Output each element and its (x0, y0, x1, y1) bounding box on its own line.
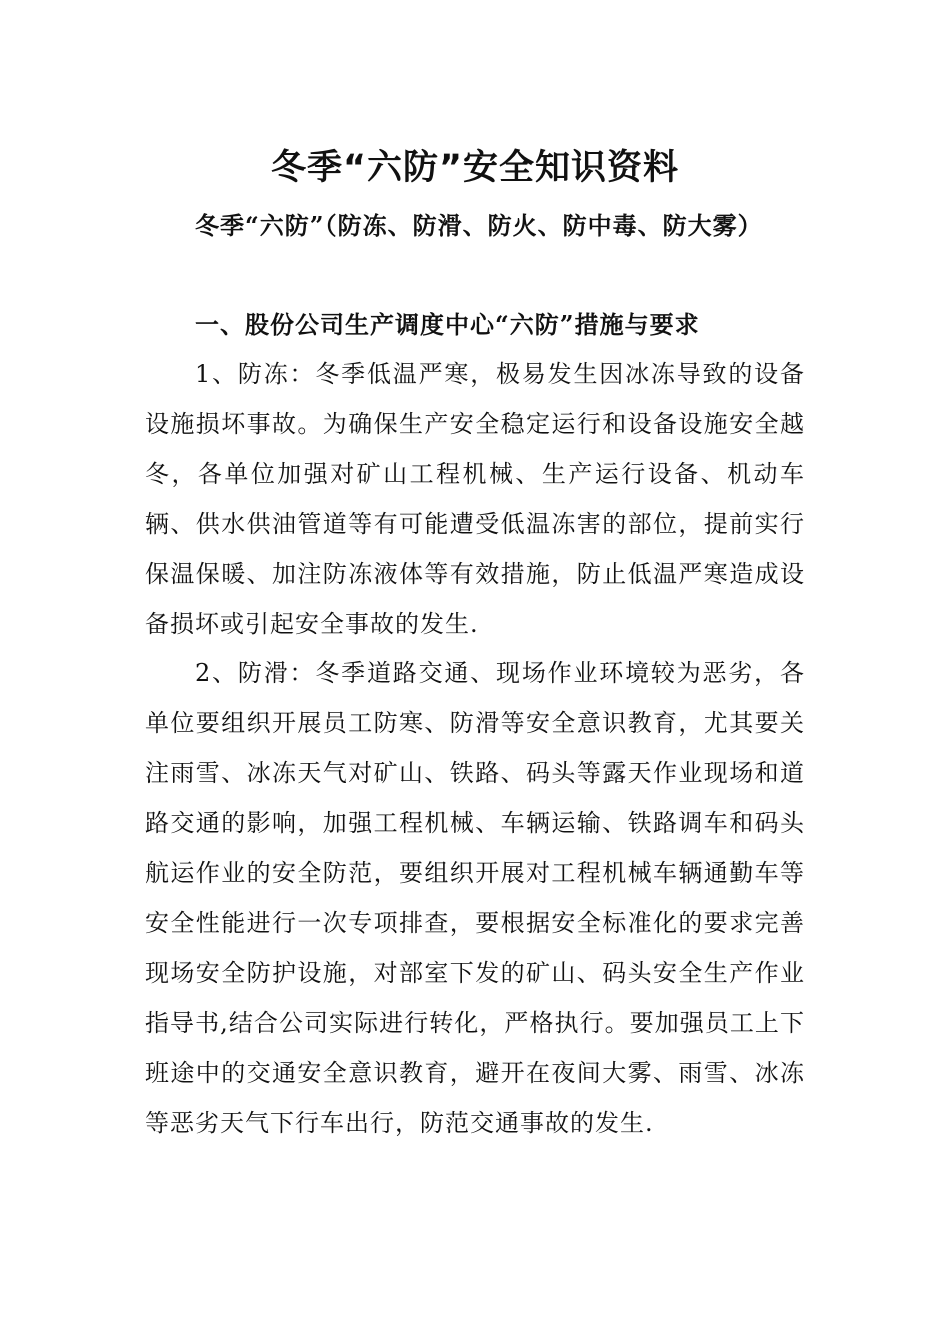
section-heading: 一、股份公司生产调度中心“六防”措施与要求 (195, 310, 700, 339)
document-title: 冬季“六防”安全知识资料 (270, 148, 679, 188)
document-subtitle: 冬季“六防”（防冻、防滑、防火、防中毒、防大雾） (195, 211, 763, 240)
paragraph-antifreeze: 1、防冻：冬季低温严寒，极易发生因冰冻导致的设备设施损坏事故。为确保生产安全稳定运行和设备设施安全越冬，各单位加强对矿山工程机械、生产运行设备、机动车辆、供水供油管道等有可能遭受低温冻害的部位，提前实行保温保暖、加注防冻液体等有效措施，防止低温严寒造成设备损坏或引起安全事故的发生. (145, 360, 805, 638)
paragraph-antislip: 2、防滑：冬季道路交通、现场作业环境较为恶劣，各单位要组织开展员工防寒、防滑等安全意识教育，尤其要关注雨雪、冰冻天气对矿山、铁路、码头等露天作业现场和道路交通的影响，加强工程机械、车辆运输、铁路调车和码头航运作业的安全防范，要组织开展对工程机械车辆通勤车等安全性能进行一次专项排查，要根据安全标准化的要求完善现场安全防护设施，对部室下发的矿山、码头安全生产作业指导书,结合公司实际进行转化，严格执行。要加强员工上下班途中的交通安全意识教育，避开在夜间大雾、雨雪、冰冻等恶劣天气下行车出行，防范交通事故的发生. (145, 659, 805, 1137)
